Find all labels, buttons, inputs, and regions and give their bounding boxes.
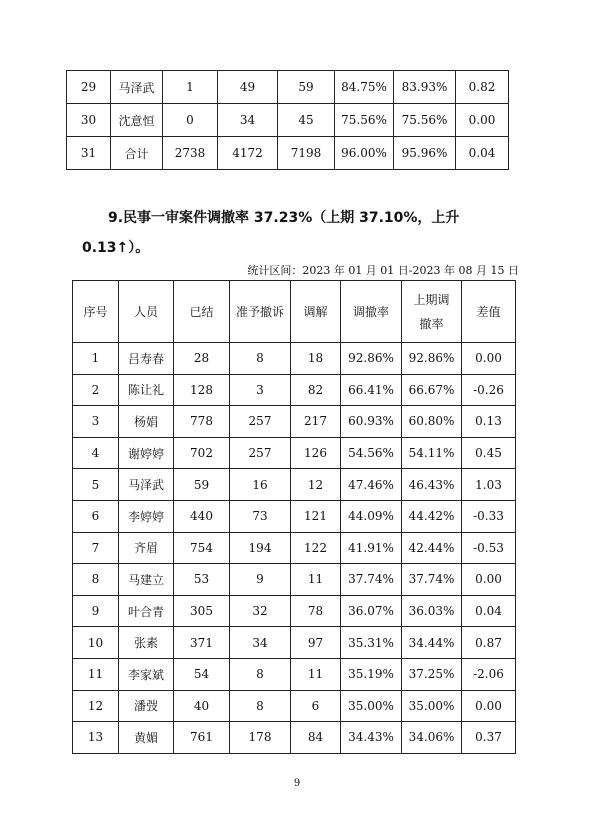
table-cell: 2738 bbox=[163, 137, 218, 170]
table-cell: 92.86% bbox=[402, 343, 462, 375]
table-cell: 吕寿春 bbox=[119, 343, 174, 375]
table-cell: 马泽武 bbox=[111, 71, 163, 104]
table-cell: 34 bbox=[230, 627, 291, 659]
column-header: 已结 bbox=[174, 281, 230, 343]
table-cell: 60.80% bbox=[402, 406, 462, 438]
table-cell: 潘弢 bbox=[119, 690, 174, 722]
table-cell: 126 bbox=[291, 437, 341, 469]
table-cell: 60.93% bbox=[341, 406, 402, 438]
table-cell: 陈让礼 bbox=[119, 374, 174, 406]
table-row bbox=[73, 690, 516, 722]
table-cell: 16 bbox=[230, 469, 291, 501]
table-cell: 75.56% bbox=[335, 104, 394, 137]
table-cell: 194 bbox=[230, 532, 291, 564]
table-cell: 6 bbox=[291, 690, 341, 722]
table-cell: 35.19% bbox=[341, 658, 402, 690]
table-cell: 178 bbox=[230, 722, 291, 754]
table-cell: 92.86% bbox=[341, 343, 402, 375]
table-cell: 9 bbox=[230, 564, 291, 596]
table-cell: 李婷婷 bbox=[119, 500, 174, 532]
table-cell: 13 bbox=[73, 722, 119, 754]
table-cell: 5 bbox=[73, 469, 119, 501]
table-cell: 张素 bbox=[119, 627, 174, 659]
table-row bbox=[73, 722, 516, 754]
table-cell: 40 bbox=[174, 690, 230, 722]
table-row bbox=[73, 437, 516, 469]
table-cell: 1 bbox=[163, 71, 218, 104]
table-cell: 217 bbox=[291, 406, 341, 438]
table-cell: 28 bbox=[174, 343, 230, 375]
table-cell: 35.00% bbox=[341, 690, 402, 722]
section-heading bbox=[82, 203, 522, 263]
table-cell: 0.00 bbox=[462, 564, 516, 596]
table-cell: 0.87 bbox=[462, 627, 516, 659]
table-cell: 1.03 bbox=[462, 469, 516, 501]
table-cell: 49 bbox=[218, 71, 278, 104]
column-header: 序号 bbox=[73, 281, 119, 343]
table-cell: 11 bbox=[291, 658, 341, 690]
table-cell: 8 bbox=[230, 343, 291, 375]
table-cell: -2.06 bbox=[462, 658, 516, 690]
table-cell: 0.00 bbox=[456, 104, 509, 137]
table-cell: 54.56% bbox=[341, 437, 402, 469]
table-cell: 47.46% bbox=[341, 469, 402, 501]
table-cell: 257 bbox=[230, 406, 291, 438]
table-cell: 黄媚 bbox=[119, 722, 174, 754]
column-header: 调解 bbox=[291, 281, 341, 343]
table-cell: 0 bbox=[163, 104, 218, 137]
table-row bbox=[73, 406, 516, 438]
main-table bbox=[72, 280, 516, 754]
table-cell: 35.31% bbox=[341, 627, 402, 659]
table-cell: 44.09% bbox=[341, 500, 402, 532]
column-header: 差值 bbox=[462, 281, 516, 343]
table-cell: 37.74% bbox=[402, 564, 462, 596]
table-cell: 8 bbox=[230, 690, 291, 722]
table-cell: 9 bbox=[73, 595, 119, 627]
table-cell: 31 bbox=[67, 137, 111, 170]
table-cell: 37.74% bbox=[341, 564, 402, 596]
table-cell: 4172 bbox=[218, 137, 278, 170]
table-cell: 李家斌 bbox=[119, 658, 174, 690]
table-cell: 41.91% bbox=[341, 532, 402, 564]
table-cell: 84 bbox=[291, 722, 341, 754]
table-cell: 59 bbox=[278, 71, 335, 104]
table-cell: 30 bbox=[67, 104, 111, 137]
table-cell: 6 bbox=[73, 500, 119, 532]
table-row bbox=[67, 104, 509, 137]
table-cell: 34.44% bbox=[402, 627, 462, 659]
table-cell: 371 bbox=[174, 627, 230, 659]
table-cell: 54.11% bbox=[402, 437, 462, 469]
table-cell: 66.67% bbox=[402, 374, 462, 406]
table-row bbox=[73, 500, 516, 532]
table-cell: 305 bbox=[174, 595, 230, 627]
table-cell: 7 bbox=[73, 532, 119, 564]
table-cell: 11 bbox=[73, 658, 119, 690]
top-table bbox=[66, 70, 509, 170]
table-cell: 合计 bbox=[111, 137, 163, 170]
table-cell: 97 bbox=[291, 627, 341, 659]
table-cell: 18 bbox=[291, 343, 341, 375]
table-cell: -0.33 bbox=[462, 500, 516, 532]
column-header: 人员 bbox=[119, 281, 174, 343]
table-cell: 75.56% bbox=[394, 104, 456, 137]
table-cell: 0.45 bbox=[462, 437, 516, 469]
table-cell: 叶合青 bbox=[119, 595, 174, 627]
table-cell: 128 bbox=[174, 374, 230, 406]
table-cell: 3 bbox=[73, 406, 119, 438]
statistics-range: 统计区间：2023 年 01 月 01 日-2023 年 08 月 15 日 bbox=[247, 264, 519, 277]
table-cell: 沈意恒 bbox=[111, 104, 163, 137]
table-cell: 谢婷婷 bbox=[119, 437, 174, 469]
table-cell: 杨娟 bbox=[119, 406, 174, 438]
table-cell: 78 bbox=[291, 595, 341, 627]
table-row bbox=[73, 564, 516, 596]
table-cell: 66.41% bbox=[341, 374, 402, 406]
table-cell: 29 bbox=[67, 71, 111, 104]
section-heading-text: 9.民事一审案件调撤率 37.23%（上期 37.10%，上升 0.13↑）。 bbox=[82, 210, 460, 256]
table-cell: 10 bbox=[73, 627, 119, 659]
table-cell: 11 bbox=[291, 564, 341, 596]
table-cell: 35.00% bbox=[402, 690, 462, 722]
table-cell: -0.26 bbox=[462, 374, 516, 406]
table-cell: 34.43% bbox=[341, 722, 402, 754]
table-cell: 8 bbox=[73, 564, 119, 596]
table-row bbox=[73, 469, 516, 501]
table-cell: 36.03% bbox=[402, 595, 462, 627]
table-cell: 44.42% bbox=[402, 500, 462, 532]
table-cell: 702 bbox=[174, 437, 230, 469]
table-row bbox=[73, 532, 516, 564]
table-header-row bbox=[73, 281, 516, 343]
table-cell: 1 bbox=[73, 343, 119, 375]
table-cell: 761 bbox=[174, 722, 230, 754]
table-cell: 53 bbox=[174, 564, 230, 596]
table-row bbox=[73, 627, 516, 659]
table-cell: 32 bbox=[230, 595, 291, 627]
table-cell: 59 bbox=[174, 469, 230, 501]
table-cell: 54 bbox=[174, 658, 230, 690]
table-cell: 754 bbox=[174, 532, 230, 564]
table-cell: 12 bbox=[73, 690, 119, 722]
table-cell: 122 bbox=[291, 532, 341, 564]
table-cell: 0.82 bbox=[456, 71, 509, 104]
table-cell: 46.43% bbox=[402, 469, 462, 501]
table-cell: 73 bbox=[230, 500, 291, 532]
table-cell: 34 bbox=[218, 104, 278, 137]
column-header: 调撤率 bbox=[341, 281, 402, 343]
table-cell: 0.37 bbox=[462, 722, 516, 754]
table-cell: 7198 bbox=[278, 137, 335, 170]
page-number: 9 bbox=[293, 778, 301, 789]
table-cell: 0.04 bbox=[462, 595, 516, 627]
table-cell: 440 bbox=[174, 500, 230, 532]
table-row bbox=[73, 595, 516, 627]
table-cell: 42.44% bbox=[402, 532, 462, 564]
table-cell: 82 bbox=[291, 374, 341, 406]
table-cell: 马泽武 bbox=[119, 469, 174, 501]
table-cell: 3 bbox=[230, 374, 291, 406]
column-header: 上期调撤率 bbox=[402, 281, 462, 343]
table-cell: 2 bbox=[73, 374, 119, 406]
table-row bbox=[67, 71, 509, 104]
table-cell: 83.93% bbox=[394, 71, 456, 104]
table-cell: 齐眉 bbox=[119, 532, 174, 564]
table-row bbox=[73, 658, 516, 690]
table-cell: 95.96% bbox=[394, 137, 456, 170]
table-cell: 121 bbox=[291, 500, 341, 532]
table-cell: 778 bbox=[174, 406, 230, 438]
table-cell: 0.00 bbox=[462, 690, 516, 722]
column-header: 准予撤诉 bbox=[230, 281, 291, 343]
table-row bbox=[73, 374, 516, 406]
table-cell: 45 bbox=[278, 104, 335, 137]
table-cell: 257 bbox=[230, 437, 291, 469]
table-cell: 96.00% bbox=[335, 137, 394, 170]
table-cell: 0.13 bbox=[462, 406, 516, 438]
table-cell: 34.06% bbox=[402, 722, 462, 754]
table-cell: 0.04 bbox=[456, 137, 509, 170]
table-cell: 36.07% bbox=[341, 595, 402, 627]
table-cell: 12 bbox=[291, 469, 341, 501]
table-row bbox=[67, 137, 509, 170]
table-cell: 马建立 bbox=[119, 564, 174, 596]
table-cell: 4 bbox=[73, 437, 119, 469]
table-cell: 8 bbox=[230, 658, 291, 690]
table-cell: 84.75% bbox=[335, 71, 394, 104]
table-cell: -0.53 bbox=[462, 532, 516, 564]
table-cell: 37.25% bbox=[402, 658, 462, 690]
table-cell: 0.00 bbox=[462, 343, 516, 375]
table-row bbox=[73, 343, 516, 375]
